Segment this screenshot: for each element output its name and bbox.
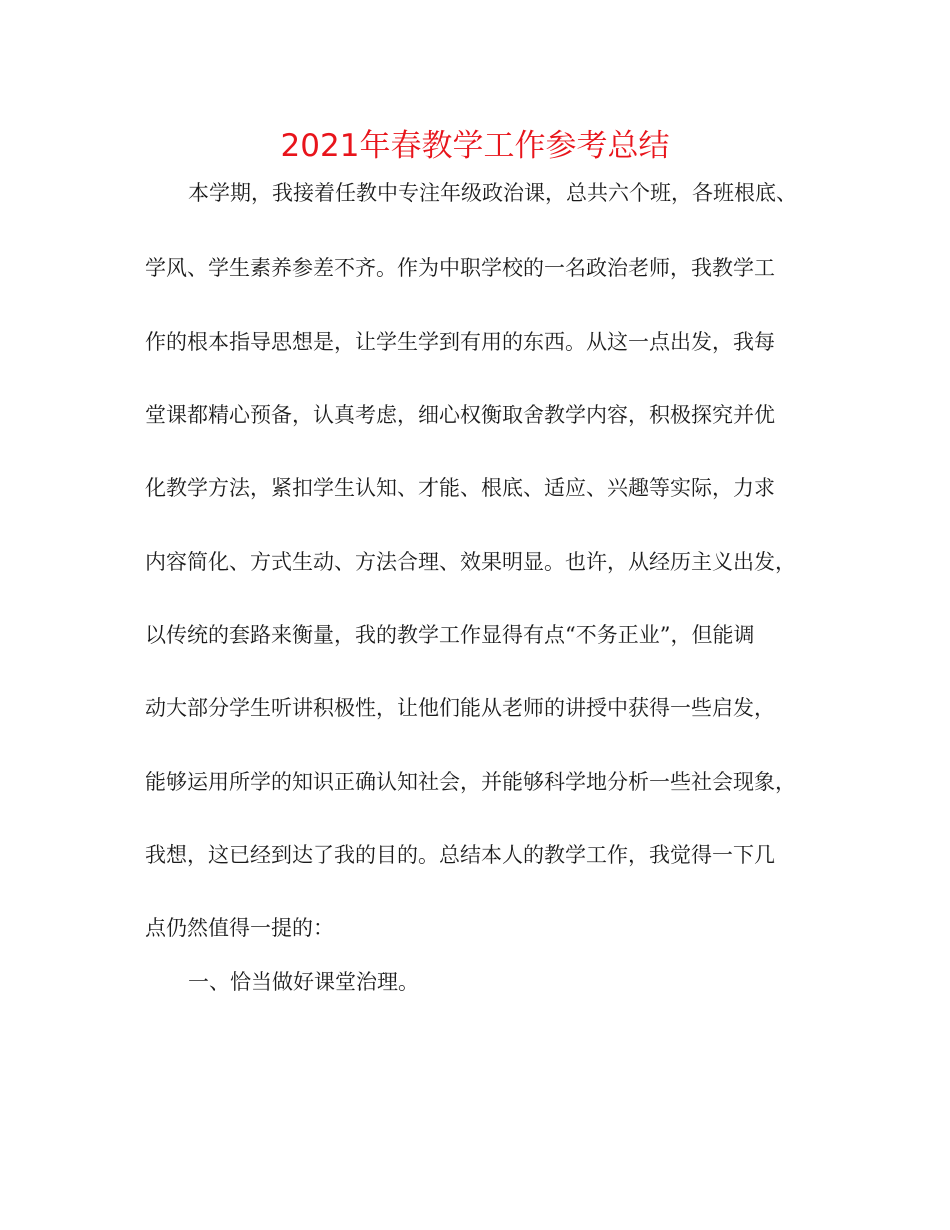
paragraph-line: 作的根本指导思想是，让学生学到有用的东西。从这一点出发，我每	[145, 330, 775, 354]
paragraph-line: 内容简化、方式生动、方法合理、效果明显。也许，从经历主义出发，	[145, 550, 796, 574]
document-title: 2021年春教学工作参考总结	[280, 128, 670, 164]
paragraph-line: 学风、学生素养参差不齐。作为中职学校的一名政治老师，我教学工	[145, 256, 775, 280]
section-heading: 一、恰当做好课堂治理。	[188, 970, 419, 994]
paragraph-line: 动大部分学生听讲积极性，让他们能从老师的讲授中获得一些启发，	[145, 696, 775, 720]
paragraph-line: 化教学方法，紧扣学生认知、才能、根底、适应、兴趣等实际，力求	[145, 476, 775, 500]
paragraph-line: 点仍然值得一提的：	[145, 916, 334, 940]
paragraph-line: 本学期，我接着任教中专注年级政治课，总共六个班，各班根底、	[188, 181, 797, 205]
paragraph-line: 以传统的套路来衡量，我的教学工作显得有点“不务正业”，但能调	[145, 623, 755, 647]
paragraph-line: 堂课都精心预备，认真考虑，细心权衡取舍教学内容，积极探究并优	[145, 403, 775, 427]
paragraph-line: 我想，这已经到达了我的目的。总结本人的教学工作，我觉得一下几	[145, 843, 775, 867]
paragraph-line: 能够运用所学的知识正确认知社会，并能够科学地分析一些社会现象，	[145, 770, 796, 794]
